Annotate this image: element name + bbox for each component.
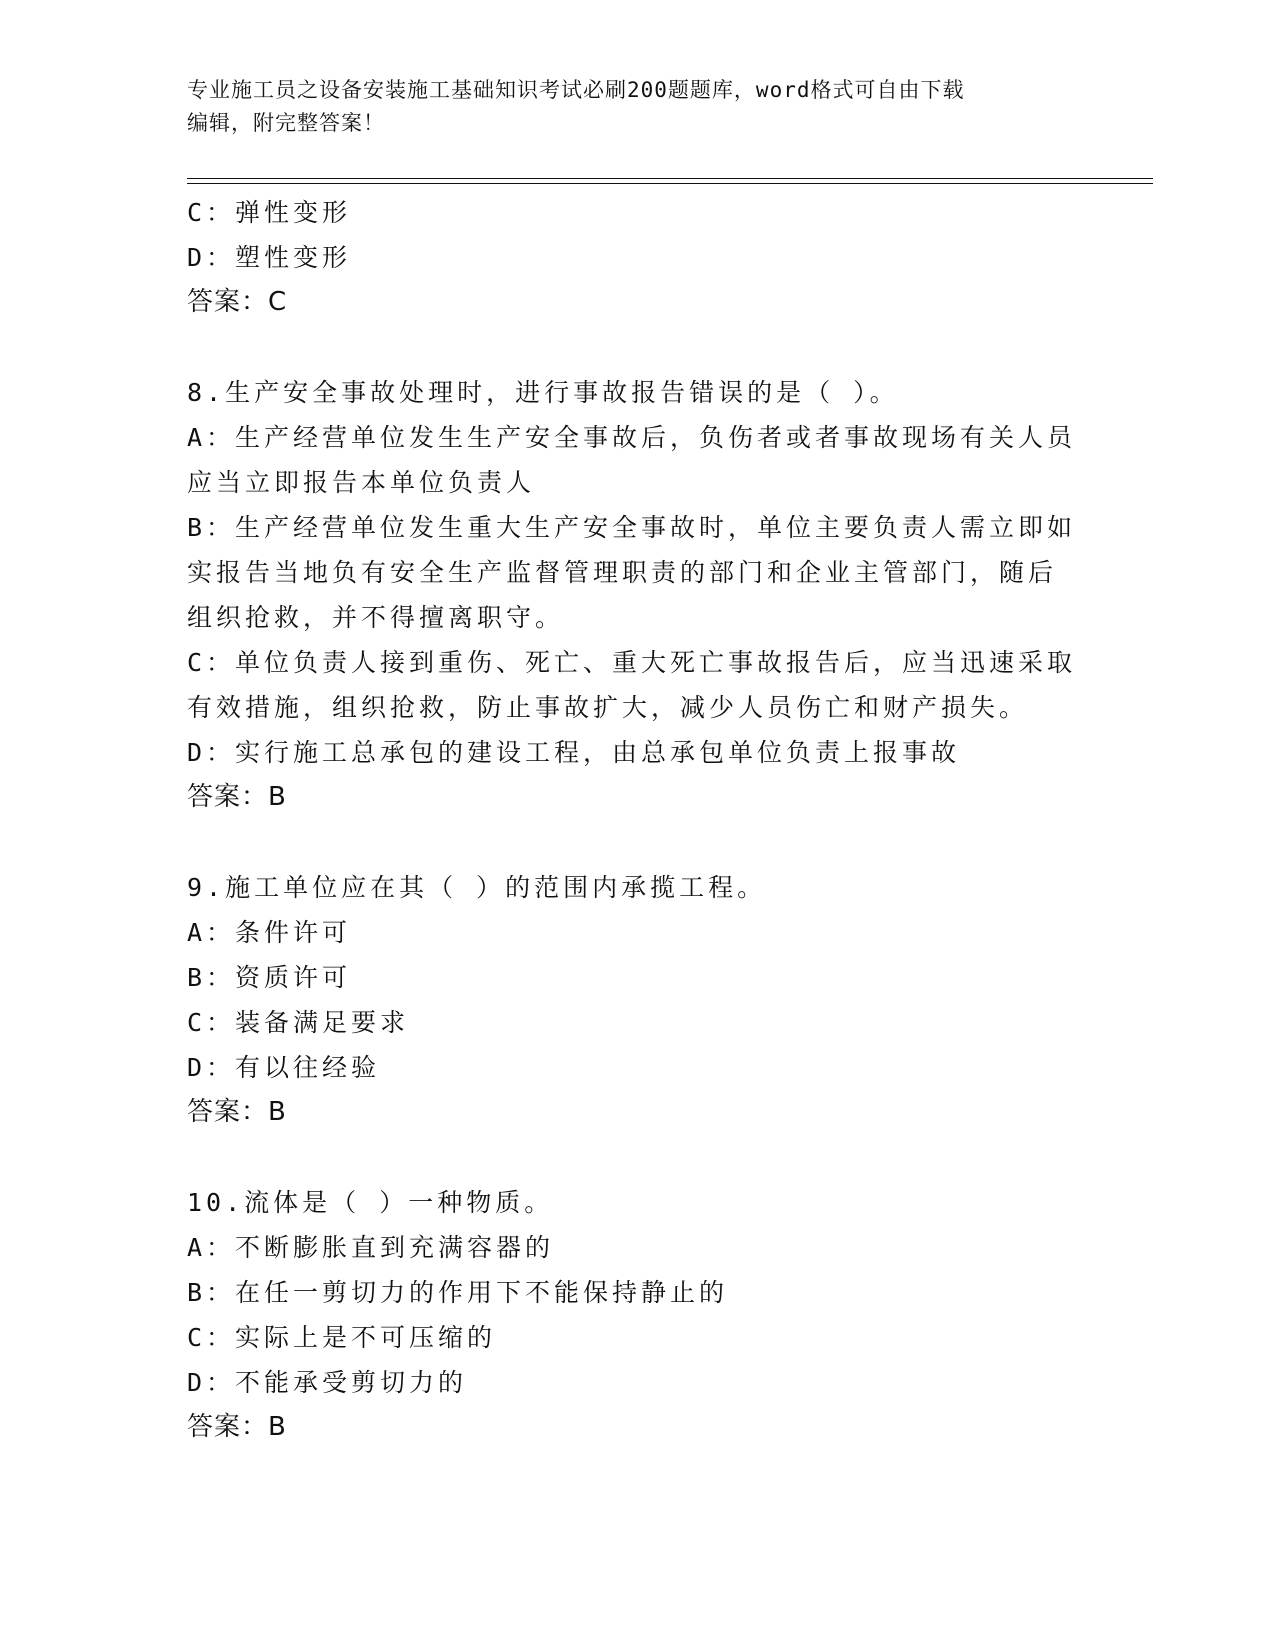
header-divider-bottom bbox=[187, 183, 1153, 184]
document-header bbox=[187, 74, 1067, 140]
header-divider-top bbox=[187, 178, 1153, 179]
question-list bbox=[187, 190, 1087, 1450]
question-9 bbox=[187, 865, 1087, 1135]
option-c: C：装备满足要求 bbox=[187, 1008, 410, 1037]
spacer bbox=[187, 325, 1087, 370]
option-d: D：有以往经验 bbox=[187, 1053, 381, 1082]
option-b: B：资质许可 bbox=[187, 963, 352, 992]
option-b: B：在任一剪切力的作用下不能保持静止的 bbox=[187, 1278, 729, 1307]
question-stem: 8.生产安全事故处理时，进行事故报告错误的是（ ）。 bbox=[187, 378, 899, 407]
option-d: D：塑性变形 bbox=[187, 243, 352, 272]
question-7-tail bbox=[187, 190, 1087, 325]
spacer bbox=[187, 820, 1087, 865]
header-title-line-1: 专业施工员之设备安装施工基础知识考试必刷200题题库，word格式可自由下载 bbox=[187, 78, 965, 102]
header-title-line-2: 编辑，附完整答案！ bbox=[187, 111, 385, 135]
answer: 答案：B bbox=[187, 782, 287, 812]
option-a-continued: 应当立即报告本单位负责人 bbox=[187, 468, 536, 497]
question-stem: 9.施工单位应在其（ ）的范围内承揽工程。 bbox=[187, 873, 767, 902]
option-c-continued: 有效措施，组织抢救，防止事故扩大，减少人员伤亡和财产损失。 bbox=[187, 693, 1029, 722]
option-c: C：单位负责人接到重伤、死亡、重大死亡事故报告后，应当迅速采取 bbox=[187, 648, 1077, 677]
option-d: D：实行施工总承包的建设工程，由总承包单位负责上报事故 bbox=[187, 738, 961, 767]
option-a: A：条件许可 bbox=[187, 918, 352, 947]
option-a: A：不断膨胀直到充满容器的 bbox=[187, 1233, 555, 1262]
option-b-continued-2: 组织抢救，并不得擅离职守。 bbox=[187, 603, 565, 632]
option-b: B：生产经营单位发生重大生产安全事故时，单位主要负责人需立即如 bbox=[187, 513, 1077, 542]
answer: 答案：B bbox=[187, 1412, 287, 1442]
spacer bbox=[187, 1135, 1087, 1180]
question-stem: 10.流体是（ ）一种物质。 bbox=[187, 1188, 554, 1217]
option-a: A：生产经营单位发生生产安全事故后，负伤者或者事故现场有关人员 bbox=[187, 423, 1077, 452]
option-c: C：弹性变形 bbox=[187, 198, 352, 227]
question-10 bbox=[187, 1180, 1087, 1450]
answer: 答案：B bbox=[187, 1097, 287, 1127]
option-b-continued: 实报告当地负有安全生产监督管理职责的部门和企业主管部门，随后 bbox=[187, 558, 1058, 587]
question-8 bbox=[187, 370, 1087, 820]
answer: 答案：C bbox=[187, 287, 288, 317]
option-c: C：实际上是不可压缩的 bbox=[187, 1323, 497, 1352]
option-d: D：不能承受剪切力的 bbox=[187, 1368, 468, 1397]
